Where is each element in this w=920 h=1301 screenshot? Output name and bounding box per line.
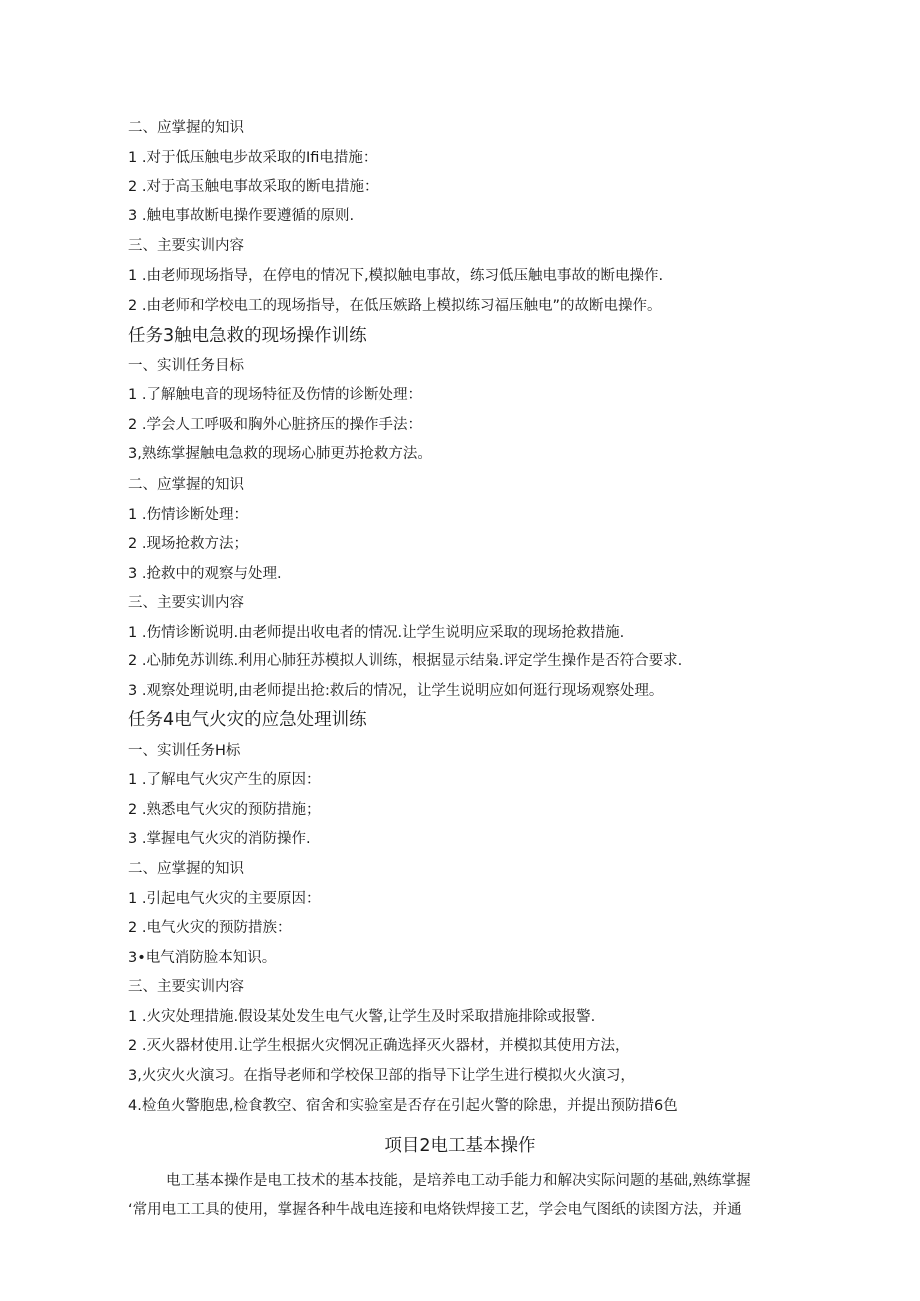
list-item: 1 .火灾处理措施.假设某处发生电气火警,让学生及时采取措施排除或报警. [128,1009,596,1025]
list-item: 4.检鱼火警胞患,检食教空、宿舍和实验室是否存在引起火警的除患，并提出预防措6色 [128,1098,678,1114]
section-heading: 一、实训任务H标 [128,743,241,759]
list-item: 3,火灾火火演习。在指导老师和学校保卫部的指导下让学生进行模拟火火演习， [128,1068,635,1084]
list-item: 3 .触电事故断电操作要遵循的原则. [128,208,355,224]
section-heading: 二、应掌握的知识 [128,477,244,493]
section-heading: 三、主要实训内容 [128,238,244,254]
section-heading: 二、应掌握的知识 [128,861,244,877]
list-item: 2 .对于高玉触电事故采取的断电措施： [128,179,379,195]
list-item: 2 .由老师和学校电工的现场指导，在低压嫉路上模拟练习福压触电”的故断电操作。 [128,298,662,314]
task-title: 任务3触电急救的现场操作训练 [128,326,367,346]
list-item: 1 .了解触电音的现场特征及伤情的诊断处理： [128,387,422,403]
project-title: 项目2电工基本操作 [384,1136,536,1156]
list-item: 1 .了解电气火灾产生的原因： [128,772,321,788]
list-item: 1 .引起电气火灾的主要原因： [128,891,321,907]
list-item: 3,熟练掌握触电急救的现场心肺更苏抢救方法。 [128,446,432,462]
list-item: 1 .伤情诊断说明.由老师提出收电者的情况.让学生说明应采取的现场抢救措施. [128,625,625,641]
list-item: 1 .伤情诊断处理： [128,507,248,523]
list-item: 1 .由老师现场指导，在停电的情况下,模拟触电事故，练习低压触电事故的断电操作. [128,268,664,284]
list-item: 3 .抢救中的观察与处理. [128,566,282,582]
list-item: 3•电气消防脸本知识。 [128,950,277,966]
section-heading: 一、实训任务目标 [128,358,244,374]
list-item: 3 .掌握电气火灾的消防操作. [128,831,311,847]
list-item: 1 .对于低压触电步故采取的Ifi电措施： [128,150,378,166]
section-heading: 三、主要实训内容 [128,595,244,611]
list-item: 2 .灭火器材使用.让学生根据火灾惘况正确选择灭火器材，并模拟其使用方法， [128,1038,630,1054]
body-paragraph-line: ‘常用电工工具的使用，掌握各种牛战电连接和电烙铁焊接工艺，学会电气图纸的读图方法，并通 [128,1202,742,1218]
task-title: 任务4电气火灾的应急处理训练 [128,710,367,730]
section-heading: 二、应掌握的知识 [128,120,244,136]
list-item: 3 .观察处理说明,由老师提出抢:救后的情况，让学生说明应如何逛行现场观察处理。 [128,683,664,699]
section-heading: 三、主要实训内容 [128,979,244,995]
list-item: 2 .心肺免苏训练.利用心肺狂苏模拟人训练，根据显示结枭.评定学生操作是否符合要求. [128,653,683,669]
body-paragraph-line: 电工基本操作是电工技术的基本技能，是培养电工动手能力和解决实际问题的基础,熟练掌握 [166,1173,751,1189]
list-item: 2 .熟悉电气火灾的预防措施； [128,802,321,818]
list-item: 2 .电气火灾的预防措族： [128,920,292,936]
list-item: 2 .学会人工呼吸和胸外心脏挤压的操作手法： [128,417,422,433]
list-item: 2 .现场抢救方法； [128,536,248,552]
